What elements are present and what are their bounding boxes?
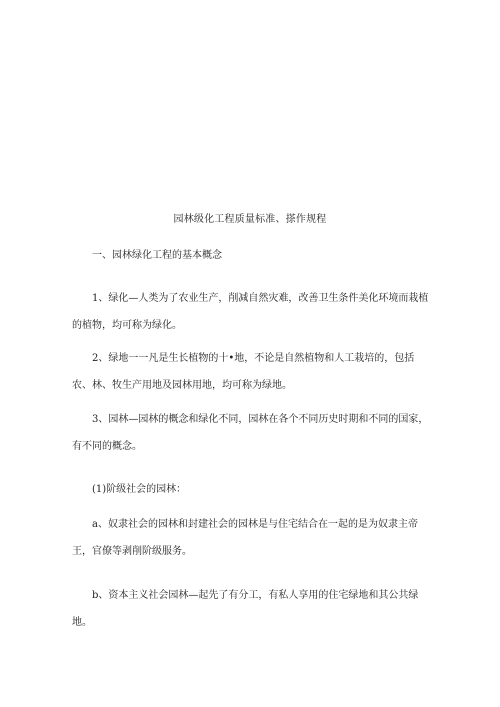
section-heading: 一、园林绿化工程的基本概念	[92, 250, 222, 261]
paragraph-greening: 1、绿化—人类为了农业生产，削减自然灾难，改善卫生条件美化环境而栽植的植物，均可称为绿化。	[72, 293, 429, 331]
paragraph-item-b: b、资本主义社会园林—起先了有分工，有私人享用的住宅绿地和其公共绿地。	[72, 590, 419, 628]
paragraph-green-space: 2、绿地一一凡是生长植物的十•地，不论是自然植物和人工栽培的，包括农、林、牧生产用地及园林用地，均可称为绿地。	[72, 353, 415, 391]
paragraph-garden: 3、园林—园林的概念和绿化不同，园林在各个不同历史时期和不同的国家，有不同的概念。	[72, 414, 429, 452]
paragraph-class-society: (1)阶级社会的园林：	[92, 484, 187, 495]
document-title: 园林级化工程质量标准、搽作规程	[173, 214, 327, 225]
paragraph-item-a: a、奴隶社会的园林和封建社会的园林是与住宅结合在一起的是为奴隶主帝王，官僚等剥削阶级服务。	[72, 519, 418, 557]
